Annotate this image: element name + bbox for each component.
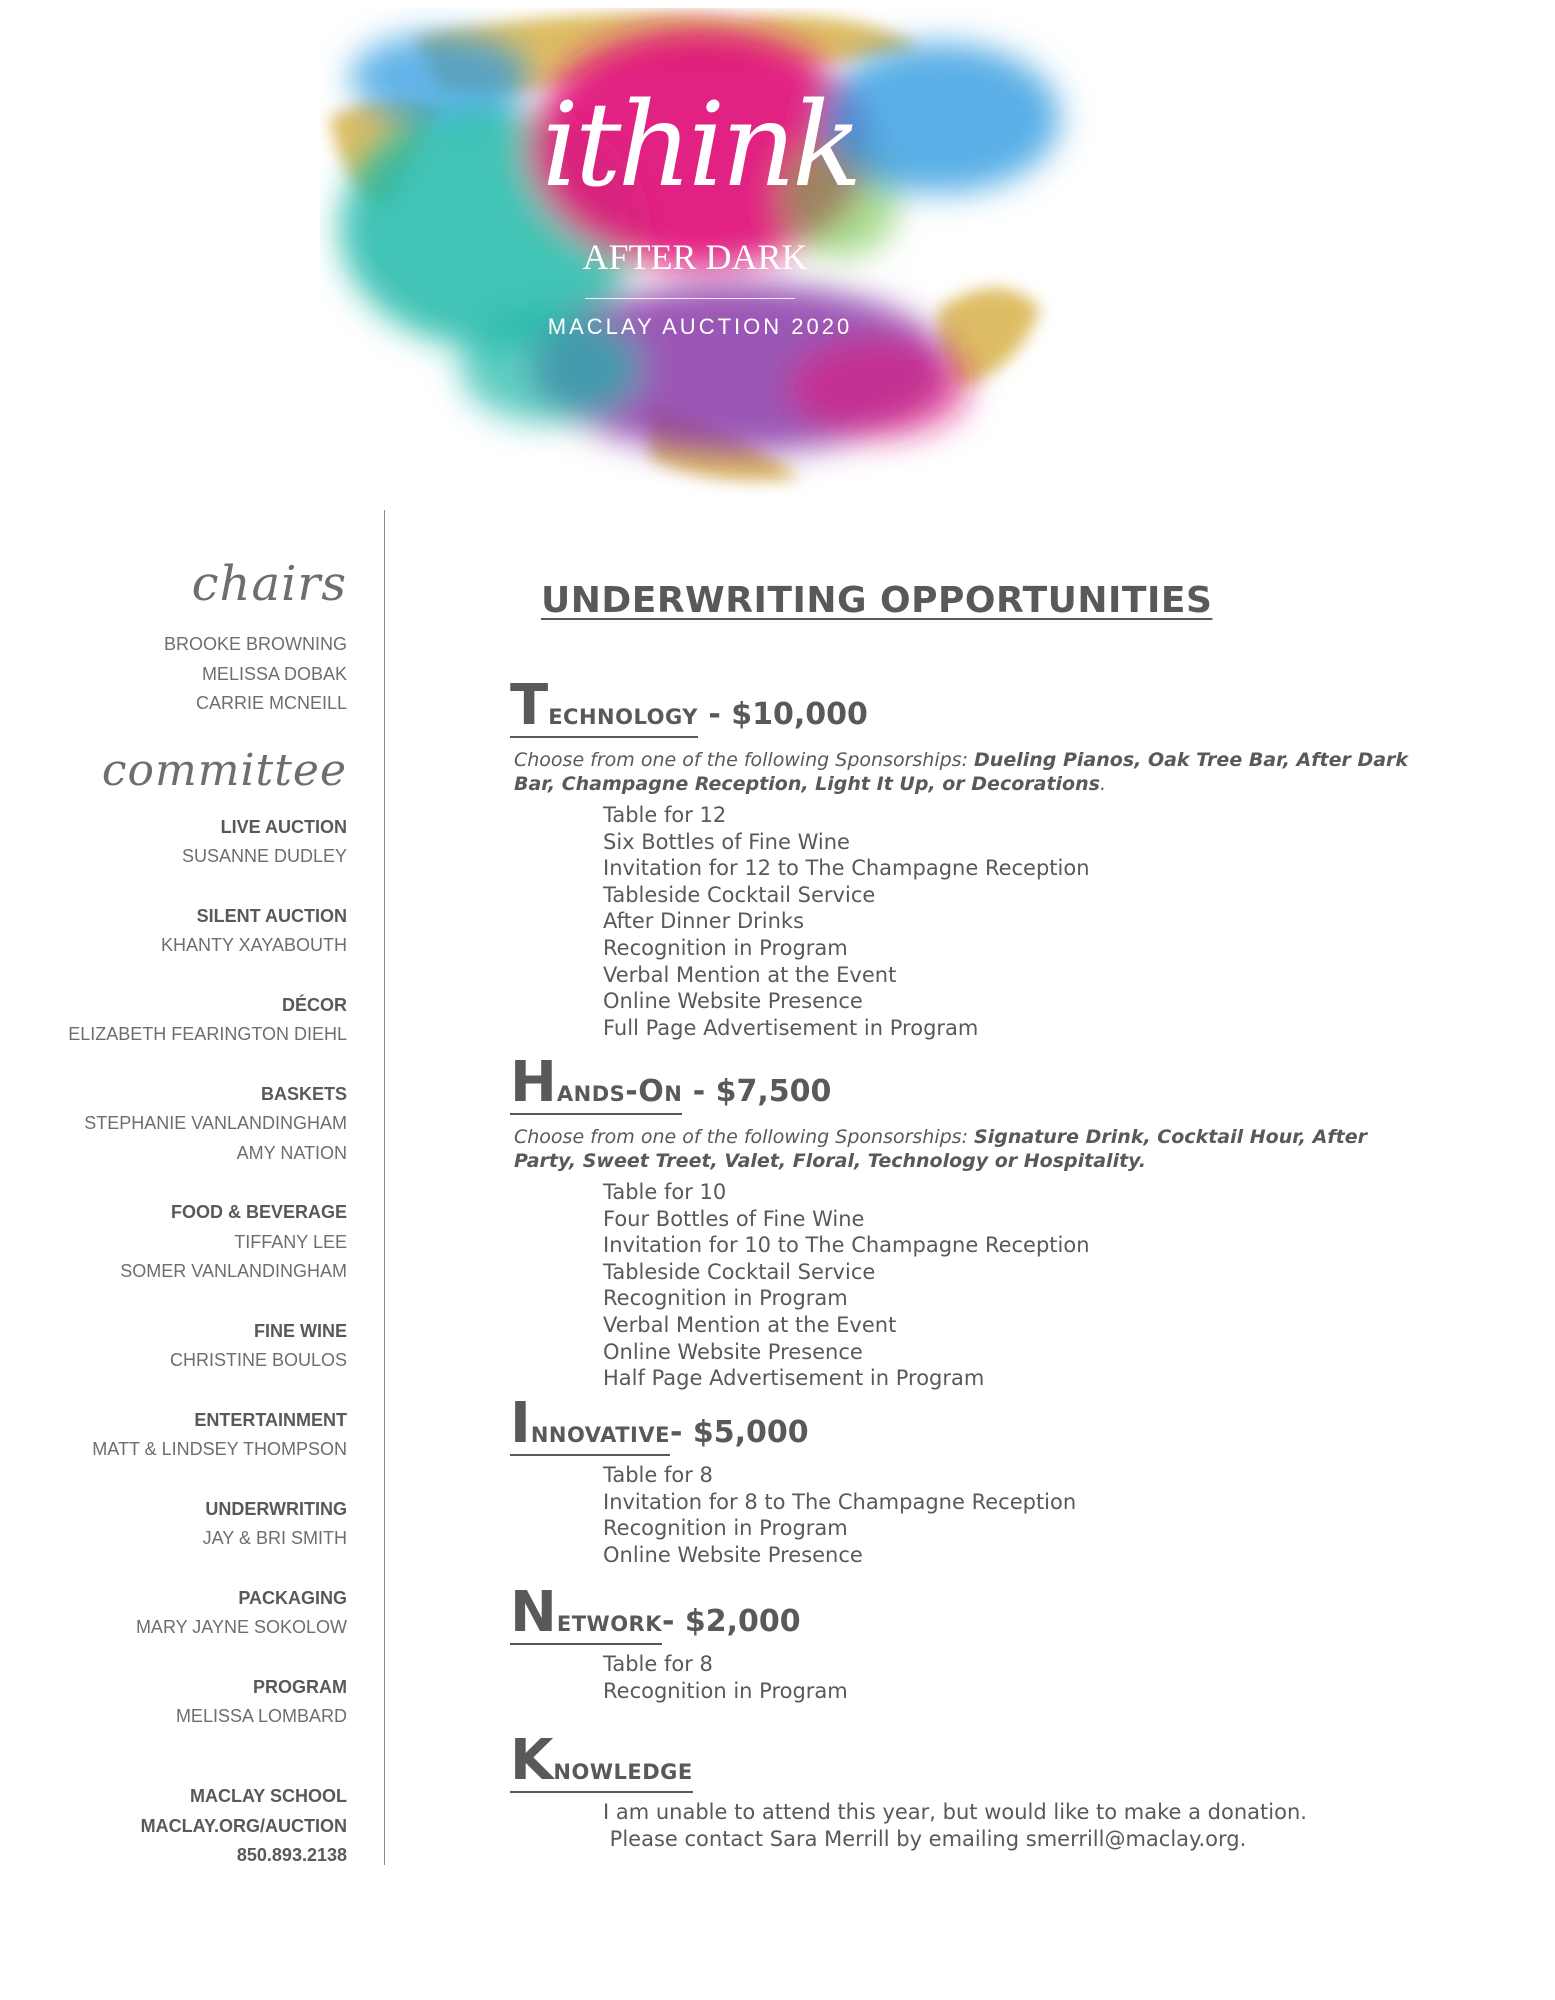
committee-person: KHANTY XAYABOUTH bbox=[160, 935, 347, 955]
tier-desc-suffix: . bbox=[1099, 773, 1106, 795]
benefit-item: Full Page Advertisement in Program bbox=[603, 1015, 979, 1040]
committee-person: JAY & BRI SMITH bbox=[202, 1528, 347, 1548]
school-contact bbox=[141, 1782, 347, 1871]
tier-name bbox=[510, 1050, 683, 1115]
event-logo bbox=[320, 8, 1120, 498]
committee-group bbox=[7, 1406, 347, 1465]
tier-innovative bbox=[510, 1391, 1410, 1568]
committee-role: FINE WINE bbox=[254, 1320, 347, 1341]
committee-role: UNDERWRITING bbox=[205, 1498, 347, 1519]
committee-group bbox=[7, 1080, 347, 1169]
benefit-item: Verbal Mention at the Event bbox=[603, 962, 897, 987]
committee-group bbox=[7, 1584, 347, 1643]
tier-name bbox=[510, 1391, 670, 1456]
tier-price: - $5,000 bbox=[669, 1415, 809, 1450]
chair-name: MELISSA DOBAK bbox=[201, 663, 347, 684]
tier-name-rest: echnology bbox=[548, 697, 698, 732]
tier-desc-prefix: Choose from one of the following Sponsorships: bbox=[514, 749, 975, 771]
tier-name bbox=[510, 1580, 663, 1645]
chairs-heading: chairs bbox=[191, 556, 347, 612]
benefit-item: Online Website Presence bbox=[603, 989, 863, 1014]
committee-person: AMY NATION bbox=[236, 1142, 347, 1163]
tier-desc-prefix: Choose from one of the following Sponsorships: bbox=[514, 1126, 975, 1148]
tier-heading bbox=[510, 1580, 1410, 1645]
chairs-list bbox=[7, 630, 347, 719]
committee-person: MELISSA LOMBARD bbox=[175, 1706, 347, 1726]
tier-initial: I bbox=[510, 1391, 531, 1456]
tier-sponsorship-options: Dueling Pianos, Oak Tree Bar, After Dark Bar, Champagne Reception, Light It Up, or Decorations bbox=[514, 749, 1409, 795]
benefit-item: Table for 8 bbox=[603, 1652, 713, 1676]
benefit-item: Four Bottles of Fine Wine bbox=[603, 1206, 865, 1231]
tier-name-rest: nowledge bbox=[553, 1752, 693, 1787]
tier-name-rest: nnovative bbox=[530, 1415, 670, 1450]
benefit-item: Six Bottles of Fine Wine bbox=[603, 829, 850, 854]
benefit-item: Invitation for 10 to The Champagne Reception bbox=[603, 1233, 1090, 1258]
committee-group bbox=[7, 813, 347, 872]
tier-network bbox=[510, 1580, 1410, 1704]
tier-hands-on bbox=[510, 1050, 1410, 1392]
tier-price: - $10,000 bbox=[697, 697, 868, 732]
committee-group bbox=[7, 1198, 347, 1287]
benefit-list bbox=[603, 1651, 1410, 1704]
tier-initial: T bbox=[510, 673, 549, 738]
benefit-item: After Dinner Drinks bbox=[603, 909, 805, 934]
committee-role: DÉCOR bbox=[281, 994, 347, 1015]
committee-person: SUSANNE DUDLEY bbox=[181, 846, 347, 866]
benefit-item: Recognition in Program bbox=[603, 1516, 848, 1541]
committee-person: TIFFANY LEE bbox=[234, 1231, 347, 1252]
committee-person: CHRISTINE BOULOS bbox=[169, 1350, 347, 1370]
benefit-item: Table for 8 bbox=[603, 1463, 713, 1487]
committee-role: PACKAGING bbox=[238, 1587, 347, 1608]
auction-url[interactable]: MACLAY.ORG/AUCTION bbox=[140, 1815, 347, 1836]
benefit-item: Recognition in Program bbox=[603, 1286, 848, 1311]
logo-event-name: MACLAY AUCTION 2020 bbox=[547, 314, 853, 339]
sidebar bbox=[7, 556, 347, 1762]
tier-heading bbox=[510, 673, 1410, 738]
committee-group bbox=[7, 1495, 347, 1554]
benefit-item: Table for 10 bbox=[603, 1180, 727, 1204]
committee-person: ELIZABETH FEARINGTON DIEHL bbox=[68, 1024, 347, 1044]
committee-person: SOMER VANLANDINGHAM bbox=[120, 1261, 347, 1281]
committee-role: LIVE AUCTION bbox=[220, 816, 347, 837]
committee-person: MATT & LINDSEY THOMPSON bbox=[92, 1439, 347, 1459]
benefit-item: Tableside Cocktail Service bbox=[603, 882, 876, 907]
splash-pink-low bbox=[790, 338, 970, 438]
benefit-item: Table for 12 bbox=[603, 803, 727, 827]
phone-number[interactable]: 850.893.2138 bbox=[236, 1845, 347, 1865]
tier-price: - $2,000 bbox=[662, 1604, 801, 1639]
tier-heading bbox=[510, 1050, 1410, 1115]
chair-name: CARRIE MCNEILL bbox=[195, 693, 347, 713]
tier-initial: H bbox=[510, 1050, 557, 1115]
tier-description bbox=[514, 748, 1410, 796]
committee-heading: committee bbox=[101, 744, 347, 796]
tier-name-rest: ands-On bbox=[556, 1074, 683, 1109]
tier-name bbox=[510, 1728, 693, 1793]
school-name: MACLAY SCHOOL bbox=[189, 1786, 347, 1806]
benefit-list bbox=[603, 1179, 1410, 1392]
committee-group bbox=[7, 991, 347, 1050]
page-title: UNDERWRITING OPPORTUNITIES bbox=[541, 580, 1213, 621]
benefit-item: Verbal Mention at the Event bbox=[603, 1312, 897, 1337]
committee-person: MARY JAYNE SOKOLOW bbox=[135, 1617, 347, 1637]
committee-role: PROGRAM bbox=[253, 1676, 347, 1697]
tier-technology bbox=[510, 673, 1410, 1041]
committee-role: ENTERTAINMENT bbox=[194, 1409, 347, 1430]
logo-script-title: ithink bbox=[541, 78, 859, 213]
benefit-list bbox=[603, 1462, 1410, 1568]
donation-text: I am unable to attend this year, but would like to make a donation. bbox=[603, 1800, 1307, 1824]
committee-group bbox=[7, 1673, 347, 1732]
committee-group bbox=[7, 902, 347, 961]
benefit-list bbox=[603, 802, 1410, 1041]
benefit-item: Online Website Presence bbox=[603, 1542, 863, 1567]
benefit-item: Invitation for 8 to The Champagne Reception bbox=[603, 1489, 1077, 1514]
tier-heading bbox=[510, 1391, 1410, 1456]
committee-role: FOOD & BEVERAGE bbox=[170, 1202, 347, 1222]
committee-role: BASKETS bbox=[260, 1083, 347, 1104]
committee-group bbox=[7, 1317, 347, 1376]
donation-note bbox=[603, 1799, 1410, 1852]
donation-contact[interactable]: Please contact Sara Merrill by emailing smerrill@maclay.org. bbox=[603, 1826, 1247, 1851]
benefit-item: Recognition in Program bbox=[603, 1678, 848, 1703]
tier-heading bbox=[510, 1728, 1410, 1793]
tier-description bbox=[514, 1125, 1410, 1173]
benefit-item: Tableside Cocktail Service bbox=[603, 1259, 876, 1284]
tier-sponsorship-options: Signature Drink, Cocktail Hour, After Party, Sweet Treet, Valet, Floral, Technology or Hospitality. bbox=[514, 1126, 1367, 1172]
benefit-item: Half Page Advertisement in Program bbox=[603, 1366, 985, 1391]
tier-name-rest: etwork bbox=[556, 1604, 663, 1639]
benefit-item: Online Website Presence bbox=[603, 1339, 863, 1364]
benefit-item: Recognition in Program bbox=[603, 935, 848, 960]
committee-role: SILENT AUCTION bbox=[196, 905, 347, 926]
benefit-item: Invitation for 12 to The Champagne Reception bbox=[603, 856, 1090, 881]
logo-subtitle: AFTER DARK bbox=[582, 237, 808, 277]
tier-price: - $7,500 bbox=[682, 1074, 832, 1109]
tier-name bbox=[510, 673, 698, 738]
chair-name: BROOKE BROWNING bbox=[163, 634, 347, 654]
tier-knowledge bbox=[510, 1728, 1410, 1852]
tier-initial: K bbox=[510, 1728, 554, 1793]
logo-divider bbox=[585, 298, 795, 299]
sidebar-divider bbox=[384, 510, 385, 1865]
tier-initial: N bbox=[510, 1580, 557, 1645]
committee-person: STEPHANIE VANLANDINGHAM bbox=[84, 1113, 347, 1133]
